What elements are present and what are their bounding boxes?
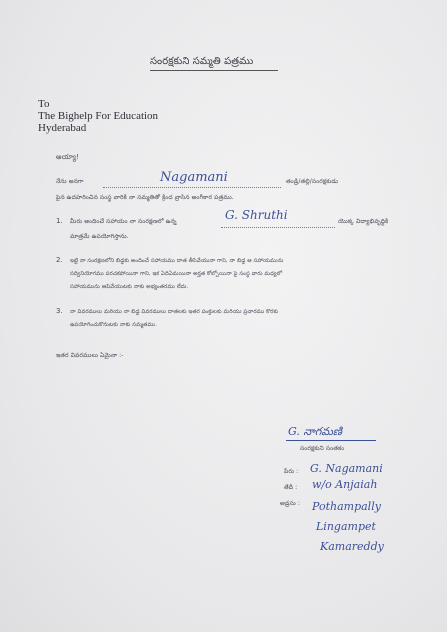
point-1-post: యొక్క విద్యాభివృద్ధికి [338,218,389,225]
point-1-filled: G. Shruthi [225,208,288,222]
point-1-pre: మీరు అందించే సహాయం నా సంరక్షణలో ఉన్న [70,218,177,225]
date-label: తేదీ : [284,484,298,491]
address-line-3: Kamareddy [320,540,384,553]
address-line-2: Lingampet [316,520,376,533]
point-1-dots [221,227,335,228]
point-2-number: 2. [56,256,63,264]
guardian-signature: G. నాగమణి [288,425,342,438]
document-title: సంరక్షకుని సమ్మతి పత్రము [150,56,254,67]
title-underline [150,70,278,71]
point-3-line2: ఉపయోగించుకొనుటకు నాకు సమ్మతము. [70,322,157,328]
other-details-label: ఇతర వివరములు ఏమైనా :- [56,352,124,359]
point-1-number: 1. [56,217,63,225]
intro-suffix: తండ్రి/తల్లి/సంరక్షకుడు [286,178,339,185]
name-label: పేరు : [284,468,299,475]
signature-underline [286,440,376,441]
address-line-1: Pothampally [312,500,381,513]
intro-line2: పైన ఉదహరించిన సంస్థ వారికి నా సమ్మతితో క్రింద వ్రాసిన అంగీకార పత్రము. [56,194,234,201]
point-3-line1: నా వివరములు మరియు నా బిడ్డ వివరములు దాతలకు ఇతర పంక్తులకు మరియు ప్రచారము కొరకు [70,309,279,315]
to-city: Hyderabad [38,122,87,134]
to-organization: The Bighelp For Education [38,110,159,122]
signature-label: సంరక్షకుని సంతకం [300,445,345,452]
intro-filled-name: Nagamani [160,170,228,185]
name-value: G. Nagamani [310,462,383,475]
point-3-number: 3. [56,307,63,315]
point-2-line2: సద్వినియోగము పరచకపోయినా గాని, ఇక ఏదిఏమయినా అర్హత కోల్పోయినా పై సంస్థ వారు మధ్యలో [70,271,283,277]
address-label: అడ్రసు : [280,500,300,507]
salutation: అయ్యా! [56,153,80,161]
intro-prefix: నేను అనగా [56,178,84,185]
point-1-line2: మాత్రమే ఉపయోగిస్తాను. [70,233,129,240]
point-2-line3: సహాయమును ఆపివేయుటకు నాకు అభ్యంతరము లేదు. [70,284,189,290]
date-value: w/o Anjaiah [312,478,378,491]
to-line: To [38,98,50,110]
point-2-line1: ఇట్టి నా సంరక్షణలోని బిడ్డకు అందించే సహాయము దాత తీసివేయునా గాని, నా బిడ్డ ఆ సహాయమును [70,258,284,264]
intro-name-dots [103,187,281,188]
